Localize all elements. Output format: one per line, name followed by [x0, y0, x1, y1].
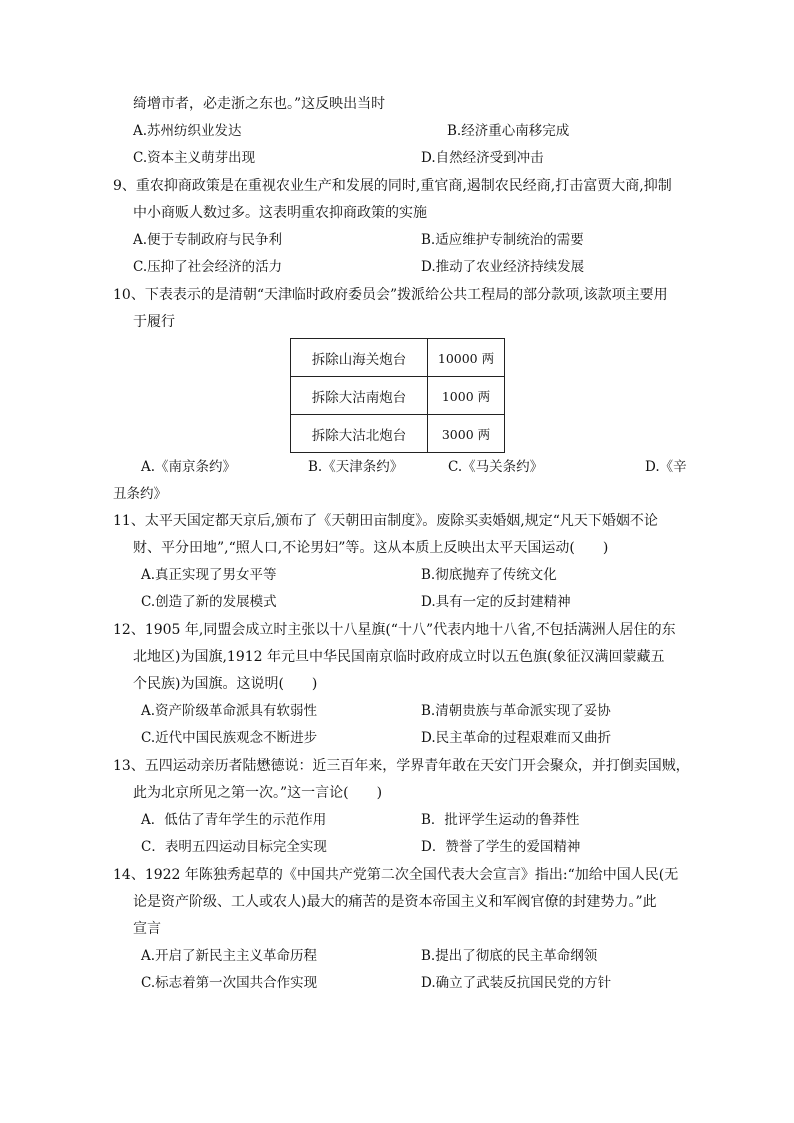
q8-text-line: 绮增市者，必走浙之东也。”这反映出当时 [133, 96, 386, 112]
q8-option-c[interactable]: C.资本主义萌芽出现 [133, 150, 256, 166]
q11-option-d[interactable]: D.具有一定的反封建精神 [421, 594, 571, 610]
q10-text-line: 于履行 [133, 314, 175, 330]
q14-option-d[interactable]: D.确立了武装反抗国民党的方针 [421, 975, 612, 991]
q14-option-b[interactable]: B.提出了彻底的民主革命纲领 [421, 948, 598, 964]
q14-option-a[interactable]: A.开启了新民主主义革命历程 [141, 948, 318, 964]
q14-text-line: 宣言 [133, 921, 161, 937]
q10-option-b[interactable]: B.《天津条约》 [308, 459, 404, 475]
q13-text-line: 13、五四运动亲历者陆懋德说：近三百年来，学界青年敢在天安门开会聚众，并打倒卖国贼， [113, 758, 690, 774]
q12-text-line: 个民族)为国旗。这说明( ) [133, 676, 318, 692]
q10-option-d[interactable]: D.《辛 [645, 459, 687, 475]
q8-option-a[interactable]: A.苏州纺织业发达 [133, 123, 242, 139]
q12-text-line: 12、1905 年,同盟会成立时主张以十八星旗(“十八”代表内地十八省,不包括满洲人居住的东 [113, 622, 676, 638]
q11-option-b[interactable]: B.彻底抛弃了传统文化 [421, 567, 557, 583]
table-cell-item: 拆除大沽南炮台 [291, 377, 428, 415]
q13-option-d[interactable]: D．赞誉了学生的爱国精神 [421, 839, 581, 855]
q12-option-b[interactable]: B.清朝贵族与革命派实现了妥协 [421, 703, 611, 719]
q12-option-c[interactable]: C.近代中国民族观念不断进步 [141, 730, 318, 746]
q12-text-line: 北地区)为国旗,1912 年元旦中华民国南京临时政府成立时以五色旗(象征汉满回蒙藏五 [133, 649, 665, 665]
q12-option-d[interactable]: D.民主革命的过程艰难而又曲折 [421, 730, 612, 746]
q13-option-b[interactable]: B．批评学生运动的鲁莽性 [421, 812, 580, 828]
table-row [291, 339, 505, 377]
q9-text-line: 中小商贩人数过多。这表明重农抑商政策的实施 [133, 205, 427, 221]
q9-text-line: 9、重农抑商政策是在重视农业生产和发展的同时,重官商,遏制农民经商,打击富贾大商,抑制 [113, 178, 672, 194]
q10-text-line: 10、下表表示的是清朝“天津临时政府委员会”拨派给公共工程局的部分款项,该款项主要用 [113, 287, 668, 303]
table-cell-amount: 1000 两 [428, 377, 505, 415]
table-cell-item: 拆除大沽北炮台 [291, 415, 428, 453]
q11-text-line: 财、平分田地”,“照人口,不论男妇”等。这从本质上反映出太平天国运动( ) [133, 540, 609, 556]
q14-text-line: 论是资产阶级、工人或农人)最大的痛苦的是资本帝国主义和军阀官僚的封建势力。”此 [133, 894, 657, 910]
table-cell-amount: 10000 两 [428, 339, 505, 377]
q11-option-a[interactable]: A.真正实现了男女平等 [141, 567, 277, 583]
q9-option-d[interactable]: D.推动了农业经济持续发展 [421, 259, 585, 275]
q10-option-a[interactable]: A.《南京条约》 [141, 459, 237, 475]
q13-option-c[interactable]: C．表明五四运动目标完全实现 [141, 839, 327, 855]
table-row [291, 377, 505, 415]
table-cell-amount: 3000 两 [428, 415, 505, 453]
q9-option-b[interactable]: B.适应维护专制统治的需要 [421, 232, 584, 248]
q11-text-line: 11、太平天国定都天京后,颁布了《天朝田亩制度》。废除买卖婚姻,规定“凡天下婚姻不论 [113, 513, 658, 529]
table-cell-item: 拆除山海关炮台 [291, 339, 428, 377]
q10-option-d-wrap: 丑条约》 [113, 486, 167, 502]
q14-option-c[interactable]: C.标志着第一次国共合作实现 [141, 975, 318, 991]
q9-option-a[interactable]: A.便于专制政府与民争利 [133, 232, 283, 248]
q9-option-c[interactable]: C.压抑了社会经济的活力 [133, 259, 283, 275]
q13-text-line: 此为北京所见之第一次。”这一言论( ) [133, 785, 383, 801]
q14-text-line: 14、1922 年陈独秀起草的《中国共产党第二次全国代表大会宣言》指出:“加给中国人民(无 [113, 867, 679, 883]
q12-option-a[interactable]: A.资产阶级革命派具有软弱性 [141, 703, 318, 719]
fee-table [290, 338, 505, 453]
q11-option-c[interactable]: C.创造了新的发展模式 [141, 594, 277, 610]
q10-option-c[interactable]: C.《马关条约》 [448, 459, 544, 475]
q8-option-d[interactable]: D.自然经济受到冲击 [421, 150, 544, 166]
q13-option-a[interactable]: A．低估了青年学生的示范作用 [141, 812, 327, 828]
table-row [291, 415, 505, 453]
q8-option-b[interactable]: B.经济重心南移完成 [447, 123, 570, 139]
